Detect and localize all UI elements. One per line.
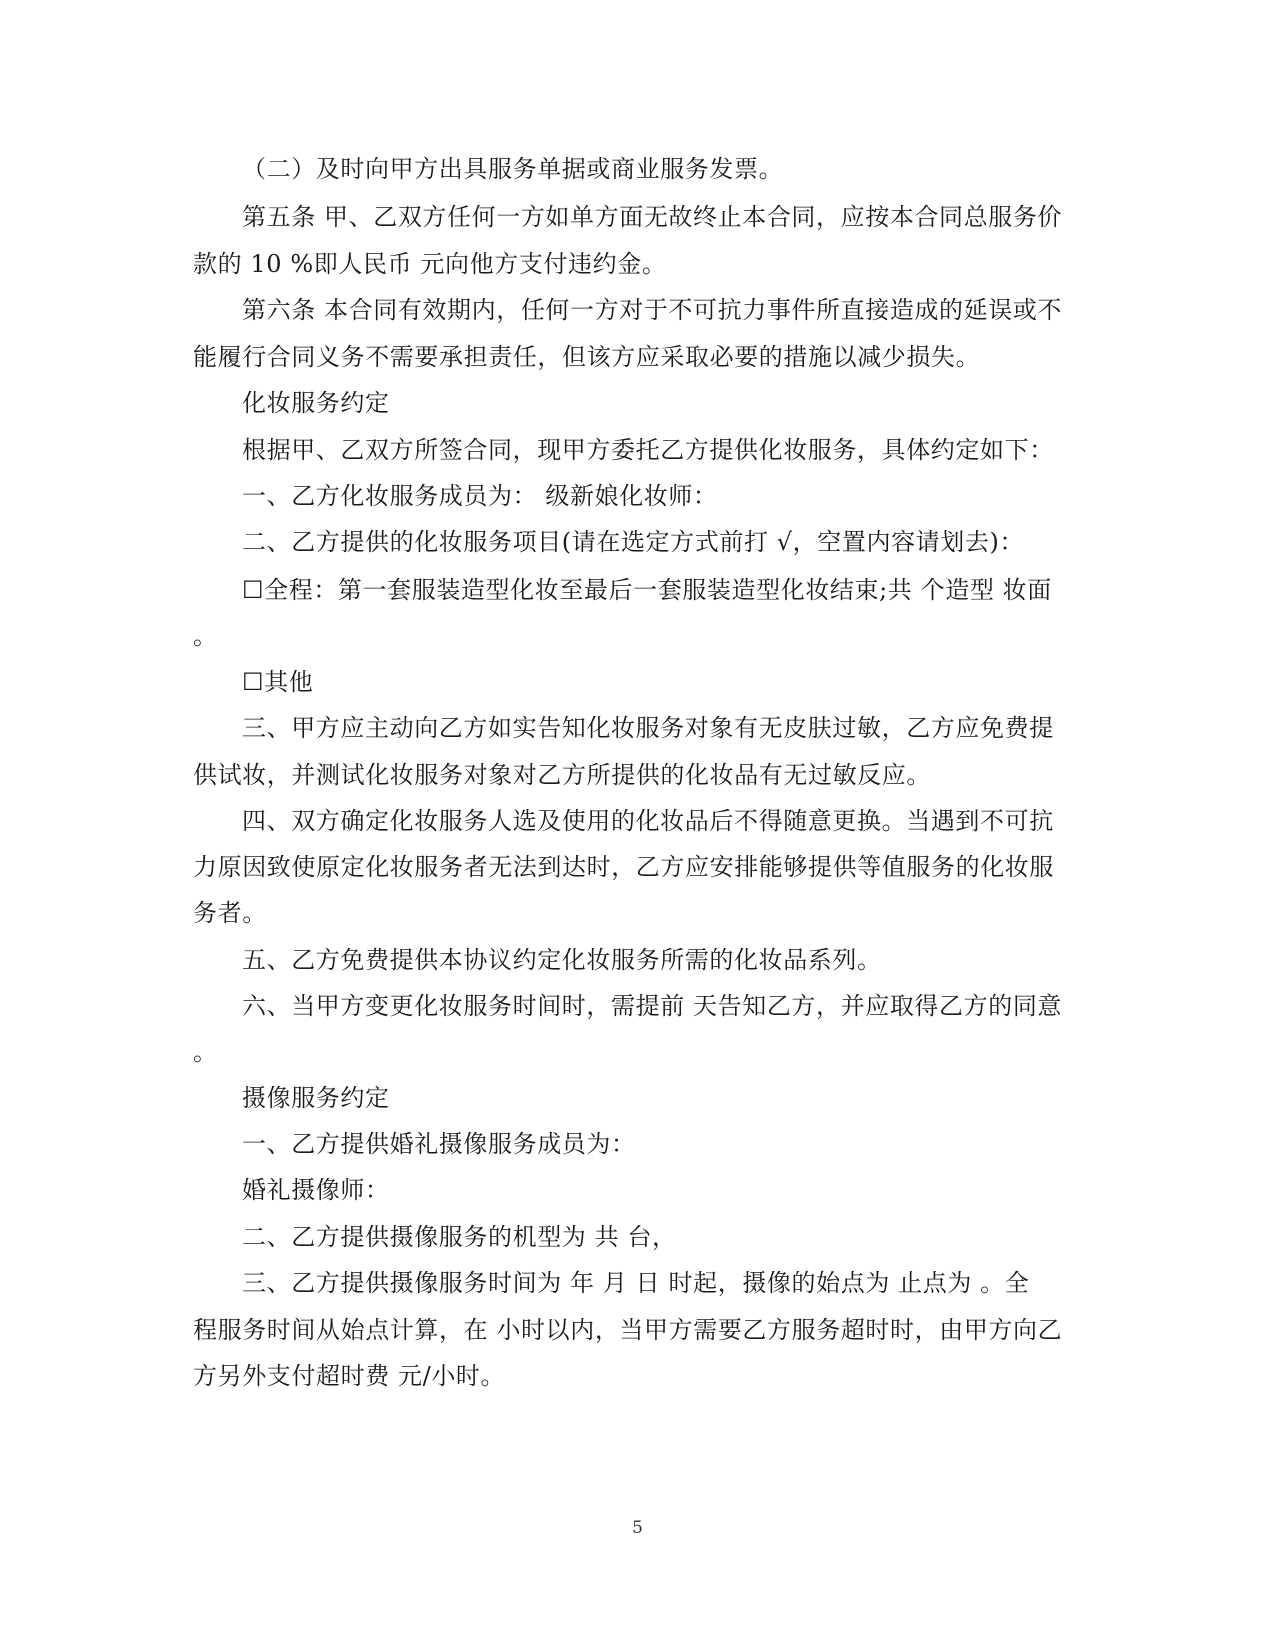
text-line: 一、乙方提供婚礼摄像服务成员为： xyxy=(242,1130,636,1158)
text-line: 务者。 xyxy=(193,899,267,927)
text-line: 二、乙方提供的化妆服务项目(请在选定方式前打 √，空置内容请划去)： xyxy=(242,528,1025,556)
checkbox-option-full: ☐全程：第一套服装造型化妆至最后一套服装造型化妆结束;共 个造型 妆面 xyxy=(242,576,1052,604)
text-line: 根据甲、乙双方所签合同，现甲方委托乙方提供化妆服务，具体约定如下： xyxy=(242,436,1054,464)
text-line: 五、乙方免费提供本协议约定化妆服务所需的化妆品系列。 xyxy=(242,946,882,974)
text-line: 方另外支付超时费 元/小时。 xyxy=(193,1362,506,1390)
text-line: 婚礼摄像师： xyxy=(242,1176,390,1204)
text-line: 程服务时间从始点计算，在 小时以内，当甲方需要乙方服务超时时，由甲方向乙 xyxy=(193,1316,1063,1344)
text-line: 力原因致使原定化妆服务者无法到达时，乙方应安排能够提供等值服务的化妆服 xyxy=(193,853,1054,881)
text-line: 能履行合同义务不需要承担责任，但该方应采取必要的措施以减少损失。 xyxy=(193,343,981,371)
text-line: （二）及时向甲方出具服务单据或商业服务发票。 xyxy=(242,155,784,183)
text-line: 第五条 甲、乙双方任何一方如单方面无故终止本合同，应按本合同总服务价 xyxy=(242,203,1063,231)
checkbox-option-other: ☐其他 xyxy=(242,668,314,696)
text-line: 三、乙方提供摄像服务时间为 年 月 日 时起，摄像的始点为 止点为 。全 xyxy=(242,1269,1030,1297)
section-heading: 摄像服务约定 xyxy=(242,1084,390,1112)
text-line: 第六条 本合同有效期内，任何一方对于不可抗力事件所直接造成的延误或不 xyxy=(242,296,1063,324)
text-line: 款的 10 %即人民币 元向他方支付违约金。 xyxy=(193,250,667,278)
text-line: 供试妆，并测试化妆服务对象对乙方所提供的化妆品有无过敏反应。 xyxy=(193,761,931,789)
text-line: 六、当甲方变更化妆服务时间时，需提前 天告知乙方，并应取得乙方的同意 xyxy=(242,992,1063,1020)
page-number: 5 xyxy=(632,1518,643,1538)
section-heading: 化妆服务约定 xyxy=(242,389,390,417)
text-line: 。 xyxy=(193,622,218,650)
text-line: 。 xyxy=(193,1038,218,1066)
text-line: 二、乙方提供摄像服务的机型为 共 台， xyxy=(242,1223,677,1251)
text-line: 一、乙方化妆服务成员为： 级新娘化妆师： xyxy=(242,482,718,510)
text-line: 四、双方确定化妆服务人选及使用的化妆品后不得随意更换。当遇到不可抗 xyxy=(242,807,1054,835)
text-line: 三、甲方应主动向乙方如实告知化妆服务对象有无皮肤过敏，乙方应免费提 xyxy=(242,714,1054,742)
